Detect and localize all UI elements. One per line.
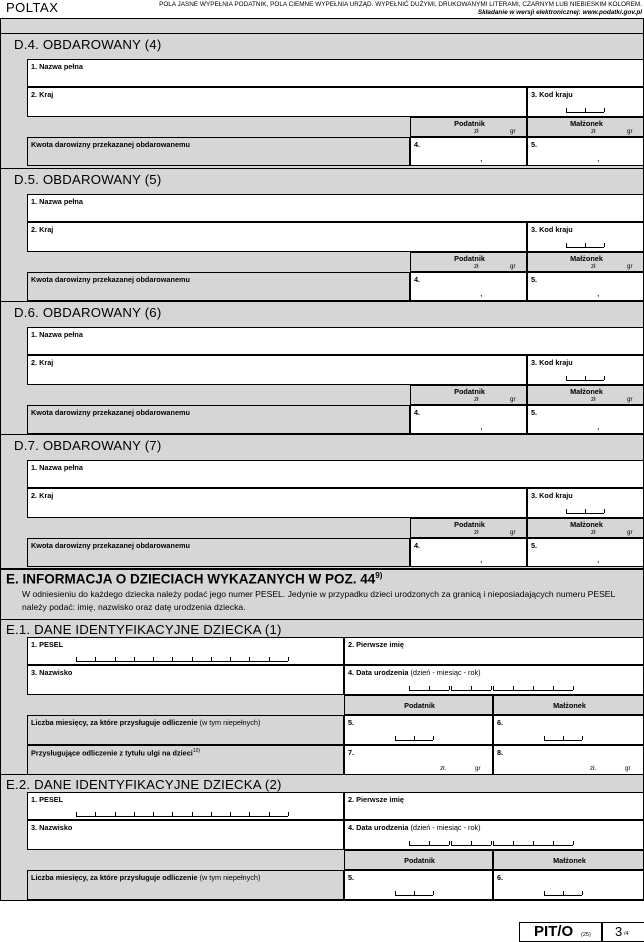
full-name-field[interactable] [27,194,644,222]
taxpayer-column-header [410,117,527,137]
donee-section-title: D.7. OBDAROWANY (7) [14,438,162,453]
birth-date-label: 4. Data urodzenia (dzień - miesiąc - rok) [348,823,481,832]
donation-amount-label: Kwota darowizny przekazanej obdarowanemu [31,408,190,417]
fill-instructions: POLA JASNE WYPEŁNIA PODATNIK, POLA CIEMNE WYPEŁNIA URZĄD. WYPEŁNIĆ DUŻYMI, DRUKOWANYMI LITERAMI, CZARNYM LUB NIEBIESKIM KOLOREM. [159,1,642,8]
gr-unit: gr [625,765,631,772]
child-section-title: E.2. DANE IDENTYFIKACYJNE DZIECKA (2) [6,777,282,792]
form-code-box [519,922,603,942]
taxpayer-months-field[interactable] [344,870,493,900]
full-name-label: 1. Nazwa pełna [31,463,83,472]
pesel-field[interactable] [27,637,344,665]
spouse-label: Małżonek [553,856,586,865]
months-ticks [395,891,433,896]
spouse-months-field[interactable] [493,870,644,900]
gr-unit: gr [627,263,633,270]
pesel-field[interactable] [27,792,344,820]
taxpayer-label: Podatnik [404,701,435,710]
surname-label: 3. Nazwisko [31,668,73,677]
zl-unit: zł [591,263,596,270]
birth-date-field[interactable] [344,665,644,695]
form-code: PIT/O [534,923,574,940]
taxpayer-label: Podatnik [454,387,485,396]
page-number-box [601,922,644,942]
donee-section-title: D.5. OBDAROWANY (5) [14,172,162,187]
zl-unit: zł [474,263,479,270]
field-number: 7. [348,748,355,757]
months-label: Liczba miesięcy, za które przysługuje odliczenie (w tym niepełnych) [31,873,261,882]
page-total: /4 [624,931,629,937]
deduction-row [27,745,344,775]
zl-unit: zł [474,128,479,135]
first-name-label: 2. Pierwsze imię [348,640,404,649]
country-code-ticks [566,509,604,514]
zl-unit: zł [591,529,596,536]
spouse-column-header [493,695,644,715]
month-ticks [451,841,491,846]
country-code-ticks [566,376,604,381]
donation-amount-row [27,272,410,301]
country-label: 2. Kraj [31,90,54,99]
spouse-label: Małżonek [570,520,603,529]
zl-unit: zł [591,128,596,135]
gr-unit: gr [510,128,516,135]
taxpayer-amount-field[interactable] [410,538,527,567]
child-section-title: E.1. DANE IDENTYFIKACYJNE DZIECKA (1) [6,622,282,637]
first-name-field[interactable] [344,637,644,665]
surname-field[interactable] [27,820,344,850]
decimal-comma: , [480,288,483,298]
gr-unit: gr [510,396,516,403]
country-label: 2. Kraj [31,358,54,367]
surname-label: 3. Nazwisko [31,823,73,832]
pesel-label: 1. PESEL [31,640,64,649]
day-ticks [409,841,449,846]
country-code-field[interactable] [527,355,644,385]
zl-unit: zł. [590,765,597,772]
months-ticks [395,736,433,741]
field-number: 5. [531,140,538,149]
taxpayer-label: Podatnik [454,520,485,529]
decimal-comma: , [597,421,600,431]
field-number: 5. [348,873,355,882]
birth-date-field[interactable] [344,820,644,850]
decimal-comma: , [480,554,483,564]
full-name-label: 1. Nazwa pełna [31,330,83,339]
months-ticks [544,891,582,896]
year-ticks [493,841,573,846]
spouse-column-header [527,385,644,405]
full-name-label: 1. Nazwa pełna [31,197,83,206]
donee-section-title: D.4. OBDAROWANY (4) [14,37,162,52]
field-number: 5. [348,718,355,727]
decimal-comma: , [597,554,600,564]
spouse-column-header [527,252,644,272]
donation-amount-row [27,538,410,567]
decimal-comma: , [597,288,600,298]
taxpayer-amount-field[interactable] [410,272,527,301]
donation-amount-label: Kwota darowizny przekazanej obdarowanemu [31,140,190,149]
taxpayer-column-header [410,385,527,405]
pesel-label: 1. PESEL [31,795,64,804]
first-name-label: 2. Pierwsze imię [348,795,404,804]
full-name-field[interactable] [27,327,644,355]
full-name-field[interactable] [27,59,644,87]
donation-amount-label: Kwota darowizny przekazanej obdarowanemu [31,541,190,550]
field-number: 6. [497,873,504,882]
country-code-ticks [566,108,604,113]
section-e-description: W odniesieniu do każdego dziecka należy podać jego numer PESEL. Jedynie w przypadku dzieci urodzonych za granicą i nieposiadających numeru PESEL należy podać: imię, nazwisko oraz datę urodzenia dziecka. [22,589,615,612]
surname-field[interactable] [27,665,344,695]
donation-amount-row [27,137,410,166]
country-label: 2. Kraj [31,225,54,234]
months-ticks [544,736,582,741]
country-code-field[interactable] [527,488,644,518]
zl-unit: zł [474,396,479,403]
spouse-label: Małżonek [570,254,603,263]
field-number: 6. [497,718,504,727]
country-code-field[interactable] [527,87,644,117]
field-number: 4. [414,408,421,417]
spouse-label: Małżonek [570,387,603,396]
country-code-field[interactable] [527,222,644,252]
months-row [27,870,344,900]
taxpayer-amount-field[interactable] [410,405,527,434]
pesel-ticks [76,812,288,817]
country-code-ticks [566,243,604,248]
gr-unit: gr [627,529,633,536]
gr-unit: gr [627,128,633,135]
country-code-label: 3. Kod kraju [531,225,573,234]
poltax-logo: POLTAX [6,0,59,15]
field-number: 4. [414,541,421,550]
spouse-column-header [527,117,644,137]
spouse-column-header [493,850,644,870]
decimal-comma: , [480,153,483,163]
taxpayer-column-header [410,252,527,272]
country-code-label: 3. Kod kraju [531,90,573,99]
taxpayer-label: Podatnik [454,119,485,128]
spouse-label: Małżonek [553,701,586,710]
full-name-field[interactable] [27,460,644,488]
country-code-label: 3. Kod kraju [531,491,573,500]
form-version: (25) [581,932,591,938]
spouse-amount-field[interactable] [527,272,644,301]
months-label: Liczba miesięcy, za które przysługuje odliczenie (w tym niepełnych) [31,718,261,727]
spouse-deduction-field[interactable] [493,745,644,775]
first-name-field[interactable] [344,792,644,820]
taxpayer-label: Podatnik [454,254,485,263]
gr-unit: gr [510,263,516,270]
taxpayer-months-field[interactable] [344,715,493,745]
donation-amount-label: Kwota darowizny przekazanej obdarowanemu [31,275,190,284]
donation-amount-row [27,405,410,434]
taxpayer-column-header [344,850,493,870]
country-code-label: 3. Kod kraju [531,358,573,367]
gr-unit: gr [627,396,633,403]
field-number: 4. [414,140,421,149]
spouse-amount-field[interactable] [527,538,644,567]
electronic-filing-note: Składanie w wersji elektronicznej: www.podatki.gov.pl [477,9,642,16]
spouse-months-field[interactable] [493,715,644,745]
zl-unit: zł [591,396,596,403]
country-field[interactable] [27,87,527,117]
taxpayer-deduction-field[interactable] [344,745,493,775]
country-label: 2. Kraj [31,491,54,500]
taxpayer-column-header [410,518,527,538]
country-field[interactable] [27,222,527,252]
field-number: 5. [531,275,538,284]
spouse-column-header [527,518,644,538]
taxpayer-label: Podatnik [404,856,435,865]
gr-unit: gr [510,529,516,536]
birth-date-label: 4. Data urodzenia (dzień - miesiąc - rok) [348,668,481,677]
spouse-label: Małżonek [570,119,603,128]
section-e-title: E. INFORMACJA O DZIECIACH WYKAZANYCH W POZ. 44$^{9)}$ [6,571,383,587]
full-name-label: 1. Nazwa pełna [31,62,83,71]
field-number: 4. [414,275,421,284]
spouse-amount-field[interactable] [527,405,644,434]
field-number: 8. [497,748,504,757]
gr-unit: gr [475,765,481,772]
zl-unit: zł. [440,765,447,772]
spouse-amount-field[interactable] [527,137,644,166]
deduction-label: Przysługujące odliczenie z tytułu ulgi na dzieci$^{10)}$ [31,748,201,758]
field-number: 5. [531,408,538,417]
decimal-comma: , [480,421,483,431]
zl-unit: zł [474,529,479,536]
months-row [27,715,344,745]
month-ticks [451,686,491,691]
donee-section-title: D.6. OBDAROWANY (6) [14,305,162,320]
day-ticks [409,686,449,691]
pesel-ticks [76,657,288,662]
year-ticks [493,686,573,691]
decimal-comma: , [597,153,600,163]
taxpayer-amount-field[interactable] [410,137,527,166]
page-number: 3 [615,924,623,939]
taxpayer-column-header [344,695,493,715]
country-field[interactable] [27,488,527,518]
country-field[interactable] [27,355,527,385]
field-number: 5. [531,541,538,550]
